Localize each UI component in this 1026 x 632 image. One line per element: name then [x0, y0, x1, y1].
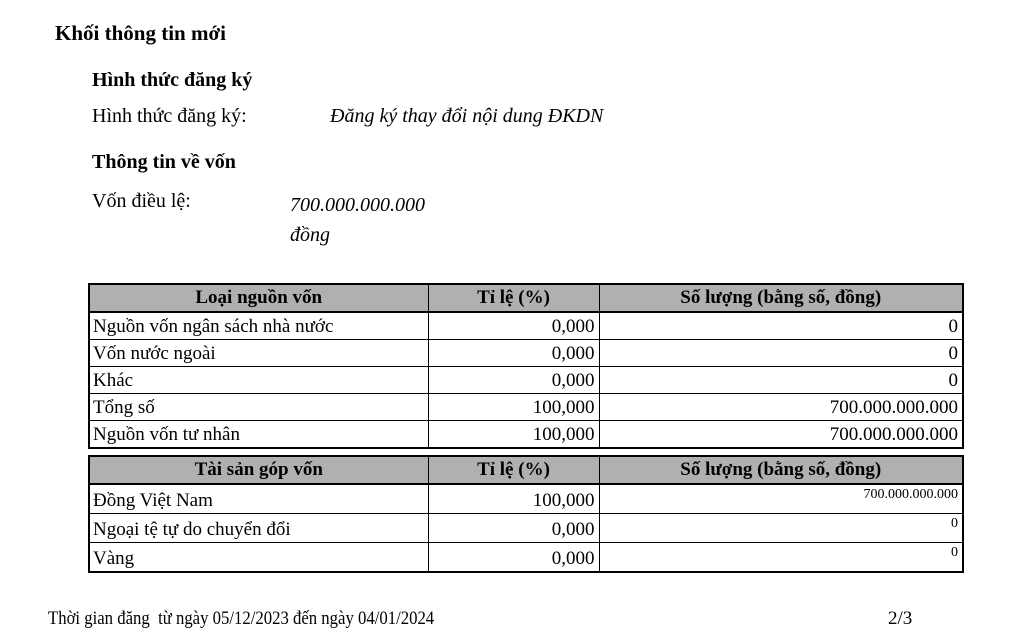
charter-capital-unit: đồng — [290, 224, 330, 246]
footer-date-range: Thời gian đăng từ ngày 05/12/2023 đến ngày 04/01/2024 — [48, 608, 435, 629]
capital-source-table — [88, 283, 964, 449]
section-heading-registration-form: Hình thức đăng ký — [92, 69, 253, 91]
cell-asset-type: Đồng Việt Nam — [89, 484, 428, 514]
cell-ratio: 0,000 — [428, 312, 599, 340]
table-row — [89, 312, 963, 340]
cell-asset-type: Vàng — [89, 543, 428, 573]
field-label-registration-form: Hình thức đăng ký: — [92, 105, 247, 127]
cell-ratio: 100,000 — [428, 421, 599, 449]
cell-source-type: Vốn nước ngoài — [89, 340, 428, 367]
section-heading-capital-info: Thông tin về vốn — [92, 151, 236, 173]
page-number: 2/3 — [888, 608, 913, 629]
column-header-amount: Số lượng (bằng số, đồng) — [599, 456, 963, 484]
table-row — [89, 484, 963, 514]
cell-amount: 700.000.000.000 — [599, 394, 963, 421]
table-row — [89, 394, 963, 421]
table-header-row — [89, 284, 963, 312]
cell-ratio: 0,000 — [428, 543, 599, 573]
field-label-charter-capital: Vốn điều lệ: — [92, 190, 191, 212]
cell-ratio: 100,000 — [428, 394, 599, 421]
cell-source-type: Tổng số — [89, 394, 428, 421]
cell-amount: 700.000.000.000 — [599, 484, 963, 514]
field-value-registration-form: Đăng ký thay đổi nội dung ĐKDN — [330, 105, 604, 127]
cell-asset-type: Ngoại tệ tự do chuyển đổi — [89, 514, 428, 543]
cell-source-type: Khác — [89, 367, 428, 394]
cell-ratio: 0,000 — [428, 514, 599, 543]
contributed-assets-table — [88, 455, 964, 573]
cell-amount: 0 — [599, 340, 963, 367]
charter-capital-amount: 700.000.000.000 — [290, 194, 425, 216]
column-header-source-type: Loại nguồn vốn — [89, 284, 428, 312]
column-header-ratio: Tỉ lệ (%) — [428, 456, 599, 484]
page-title: Khối thông tin mới — [55, 21, 226, 45]
cell-ratio: 100,000 — [428, 484, 599, 514]
cell-amount: 0 — [599, 514, 963, 543]
table-row — [89, 340, 963, 367]
cell-source-type: Nguồn vốn tư nhân — [89, 421, 428, 449]
column-header-asset-type: Tài sản góp vốn — [89, 456, 428, 484]
table-row — [89, 543, 963, 573]
column-header-amount: Số lượng (bằng số, đồng) — [599, 284, 963, 312]
table-row — [89, 367, 963, 394]
cell-ratio: 0,000 — [428, 367, 599, 394]
column-header-ratio: Tỉ lệ (%) — [428, 284, 599, 312]
cell-source-type: Nguồn vốn ngân sách nhà nước — [89, 312, 428, 340]
cell-amount: 0 — [599, 543, 963, 573]
cell-amount: 700.000.000.000 — [599, 421, 963, 449]
table-row — [89, 421, 963, 449]
table-header-row — [89, 456, 963, 484]
table-row — [89, 514, 963, 543]
cell-ratio: 0,000 — [428, 340, 599, 367]
field-value-charter-capital — [290, 190, 425, 250]
cell-amount: 0 — [599, 367, 963, 394]
cell-amount: 0 — [599, 312, 963, 340]
